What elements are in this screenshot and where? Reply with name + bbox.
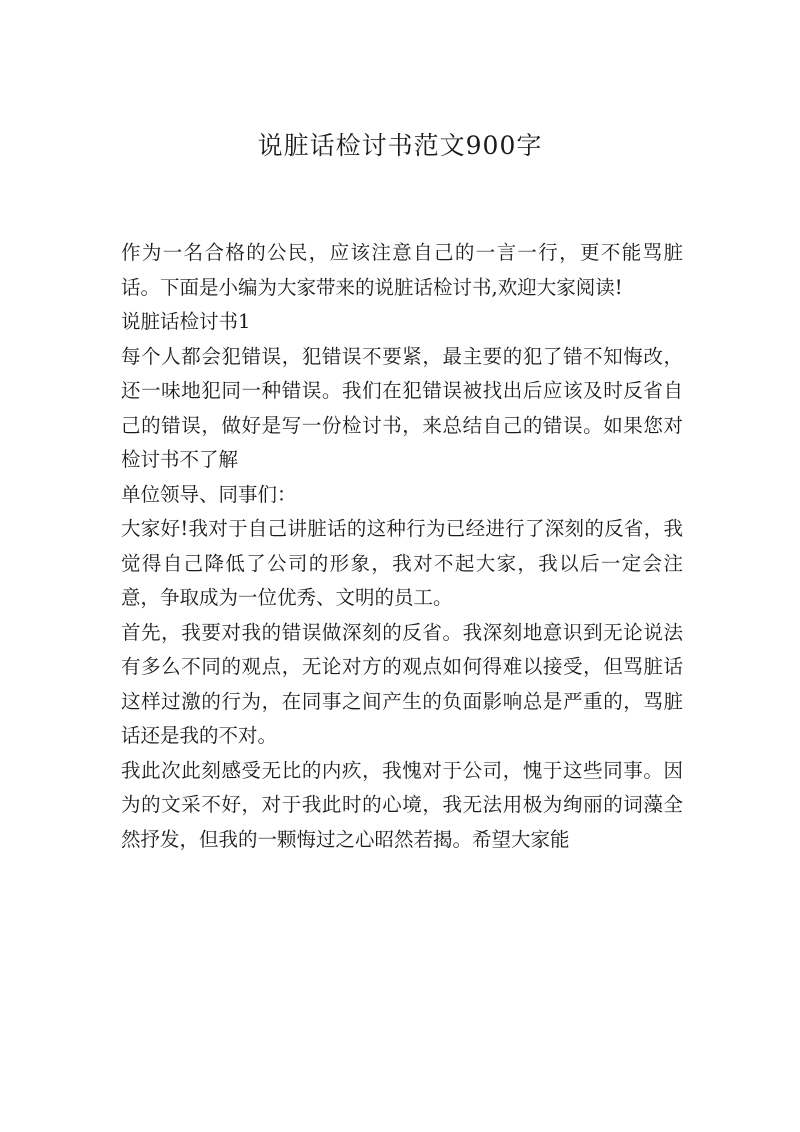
body-paragraph: 每个人都会犯错误，犯错误不要紧，最主要的犯了错不知悔改，还一味地犯同一种错误。我们在犯错误被找出后应该及时反省自己的错误，做好是写一份检讨书，来总结自己的错误。如果您对检讨书不了解 [121, 344, 683, 471]
document-title: 说脏话检讨书范文900字 [257, 131, 543, 160]
salutation: 单位领导、同事们： [121, 482, 297, 506]
document-body [121, 236, 683, 857]
body-paragraph: 首先，我要对我的错误做深刻的反省。我深刻地意识到无论说法有多么不同的观点，无论对方的观点如何得难以接受，但骂脏话这样过激的行为，在同事之间产生的负面影响总是严重的，骂脏话还是我的不对。 [121, 620, 683, 747]
body-paragraph: 大家好!我对于自己讲脏话的这种行为已经进行了深刻的反省，我觉得自己降低了公司的形象，我对不起大家，我以后一定会注意，争取成为一位优秀、文明的员工。 [121, 517, 683, 609]
intro-paragraph: 作为一名合格的公民，应该注意自己的一言一行，更不能骂脏话。下面是小编为大家带来的说脏话检讨书,欢迎大家阅读! [121, 241, 683, 299]
section-heading: 说脏话检讨书1 [121, 310, 251, 333]
body-paragraph: 我此次此刻感受无比的内疚，我愧对于公司，愧于这些同事。因为的文采不好，对于我此时的心境，我无法用极为绚丽的词藻全然抒发，但我的一颗悔过之心昭然若揭。希望大家能 [121, 758, 683, 851]
